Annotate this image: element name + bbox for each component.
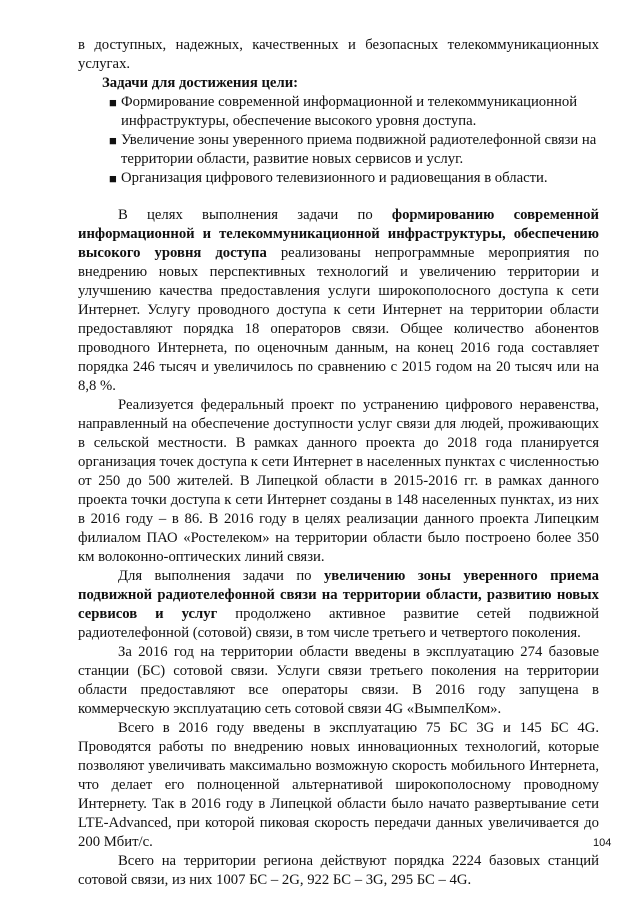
task-item-text: Увеличение зоны уверенного приема подвижной радиотелефонной связи на территории области, развитие новых сервисов и услуг.	[121, 132, 597, 167]
paragraph-base-stations-2016: За 2016 год на территории области введены в эксплуатацию 274 базовые станции (БС) сотовой связи. Услуги связи третьего поколения на территории области предоставляют все операторы связи. В 2016 году запущена в коммерческую эксплуатацию сеть сотовой связи 4G «ВымпелКом».	[78, 644, 599, 717]
task-item-text: Организация цифрового телевизионного и радиовещания в области.	[121, 170, 548, 186]
paragraph-body-text: продолжено активное развитие сетей подвижной радиотелефонной (сотовой) связи, в том числе третьего и четвертого поколения.	[78, 606, 599, 641]
document-page	[78, 36, 599, 890]
bullet-icon: ■	[109, 133, 117, 148]
page-number: 104	[593, 837, 612, 849]
paragraph-gap	[78, 188, 599, 206]
paragraph-infrastructure	[78, 206, 599, 396]
paragraph-bold-task: увеличению зоны уверенного приема подвижной радиотелефонной связи на территории области, развитию новых сервисов и услуг	[78, 568, 600, 622]
tasks-heading: Задачи для достижения цели:	[102, 75, 299, 91]
paragraph-body-text: реализованы непрограммные мероприятия по внедрению новых перспективных технологий и увеличению территории и улучшению качества предоставления услуги широкополосного доступа к сети Интернет. Услугу проводного доступа к сети Интернет на территории области предоставляют порядка 18 операторов связи. Общее количество абонентов проводного Интернета, по оценочным данным, на конец 2016 года составляет порядка 246 тысяч и увеличилось по сравнению с 2015 годом на 20 тысяч или на 8,8 %.	[78, 245, 599, 394]
paragraph-total-stations: Всего на территории региона действуют порядка 2224 базовых станций сотовой связи, из них 1007 БС – 2G, 922 БС – 3G, 295 БС – 4G.	[78, 853, 599, 888]
task-item	[78, 131, 599, 169]
paragraph-3g-4g: Всего в 2016 году введены в эксплуатацию 75 БС 3G и 145 БС 4G. Проводятся работы по внедрению новых инновационных технологий, которые позволяют увеличивать максимально возможную скорость мобильного Интернета, что делает его полноценной альтернативой широкополосному проводному Интернету. Так в 2016 году в Липецкой области было начато развертывание сети LTE-Advanced, при которой пиковая скорость передачи данных увеличивается до 200 Мбит/с.	[78, 720, 599, 850]
paragraph-digital-divide: Реализуется федеральный проект по устранению цифрового неравенства, направленный на обеспечение доступности услуг связи для людей, проживающих в сельской местности. В рамках данного проекта до 2018 года планируется организация точек доступа к сети Интернет в населенных пунктах с численностью от 250 до 500 жителей. В Липецкой области в 2015-2016 гг. в рамках данного проекта точки доступа к сети Интернет созданы в 148 населенных пунктах, из них в 2016 году – в 86. В 2016 году в целях реализации данного проекта Липецким филиалом ПАО «Ростелеком» на территории области было построено более 350 км волоконно-оптических линий связи.	[78, 397, 599, 565]
bullet-icon: ■	[109, 171, 117, 186]
intro-paragraph-tail: в доступных, надежных, качественных и безопасных телекоммуникационных услугах.	[78, 37, 599, 72]
paragraph-lead-text: Для выполнения задачи по	[118, 568, 324, 584]
paragraph-mobile-coverage	[78, 567, 599, 643]
task-item	[78, 169, 599, 188]
tasks-list	[78, 93, 599, 188]
bullet-icon: ■	[109, 95, 117, 110]
paragraph-bold-task: формированию современной информационной и телекоммуникационной инфраструктуры, обеспечению высокого уровня доступа	[78, 207, 599, 261]
task-item-text: Формирование современной информационной и телекоммуникационной инфраструктуры, обеспечение высокого уровня доступа.	[121, 94, 578, 129]
paragraph-lead-text: В целях выполнения задачи по	[118, 207, 392, 223]
task-item	[78, 93, 599, 131]
